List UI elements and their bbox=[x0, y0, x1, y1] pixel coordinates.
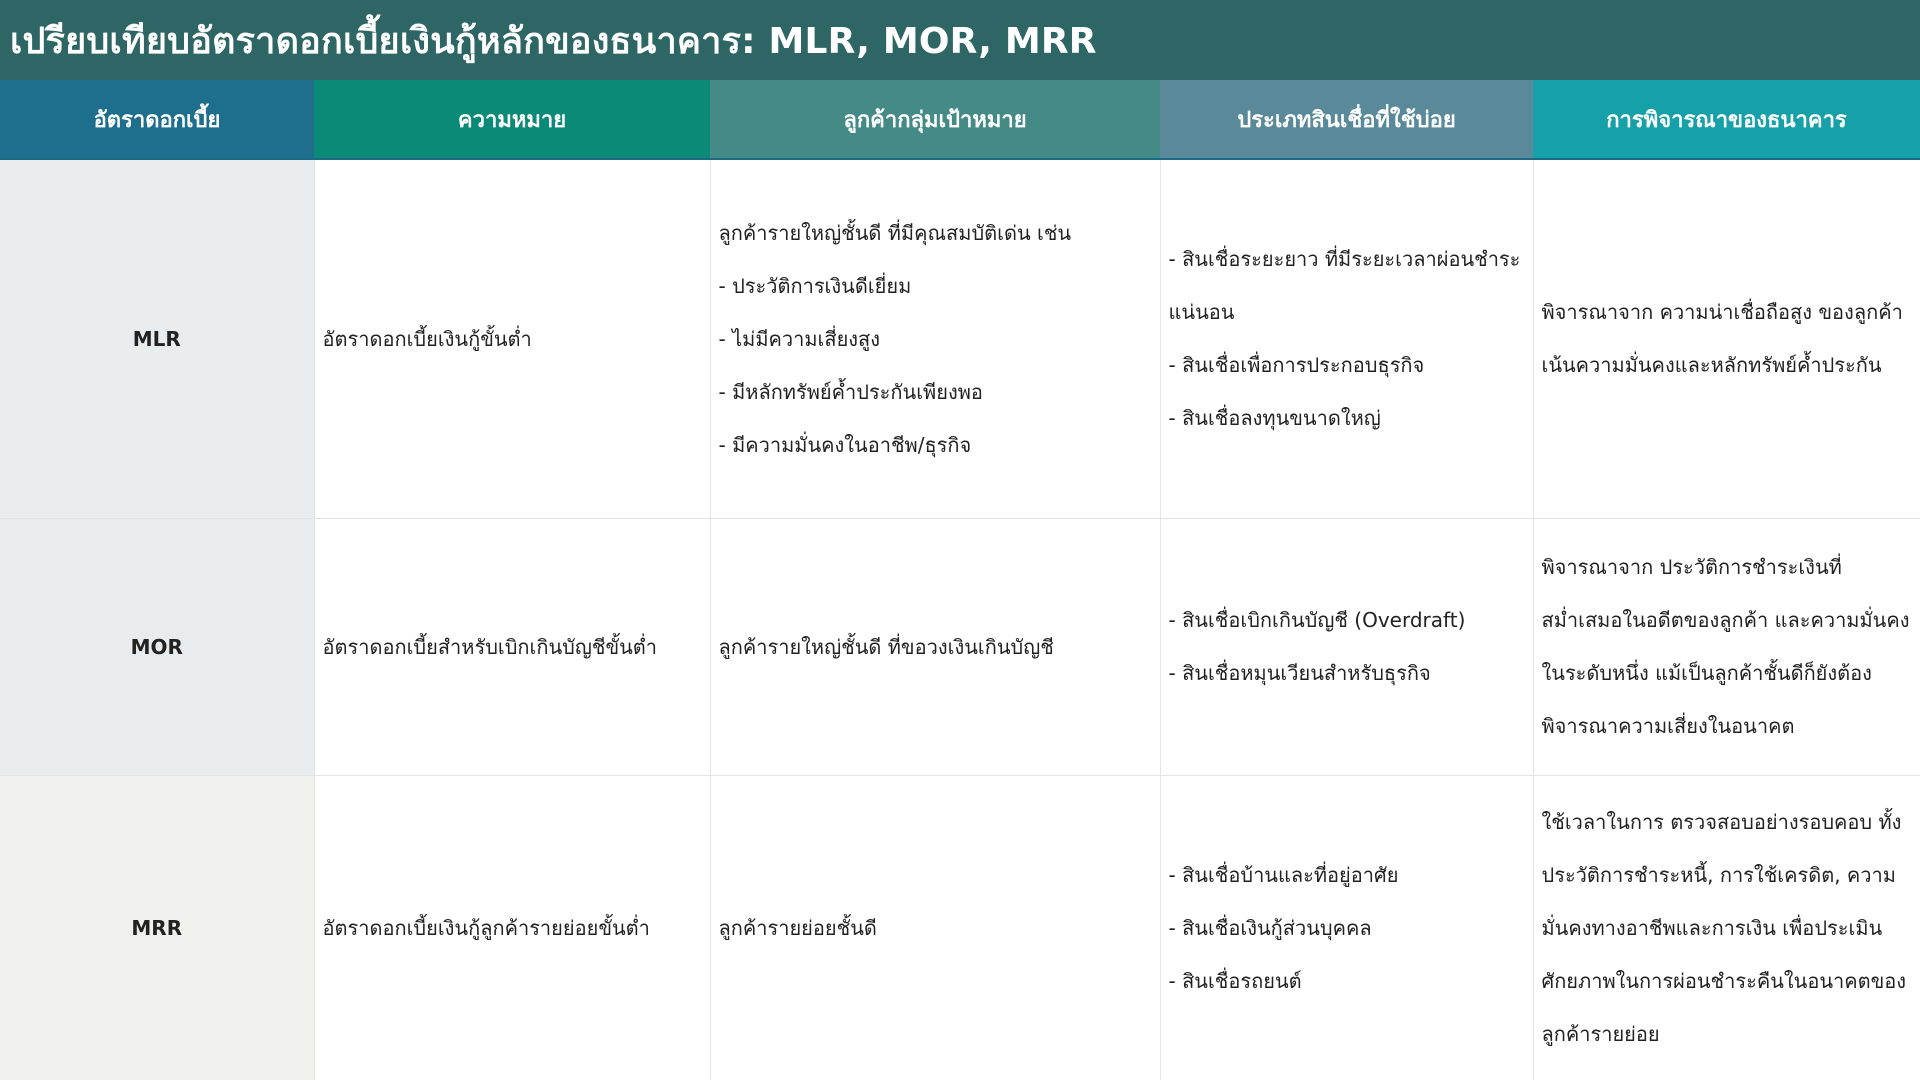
table-row-mrr bbox=[0, 776, 1920, 1080]
target-line: - มีความมั่นคงในอาชีพ/ธุรกิจ bbox=[718, 432, 972, 457]
page-title: เปรียบเทียบอัตราดอกเบี้ยเงินกู้หลักของธนาคาร: MLR, MOR, MRR bbox=[0, 0, 1920, 80]
table-row-mor bbox=[0, 519, 1920, 776]
loan-line: - สินเชื่อลงทุนขนาดใหญ่ bbox=[1168, 406, 1381, 430]
target-line: - ไม่มีความเสี่ยงสูง bbox=[718, 326, 881, 351]
loan-line: - สินเชื่อบ้านและที่อยู่อาศัย bbox=[1168, 863, 1399, 887]
header-target: ลูกค้ากลุ่มเป้าหมาย bbox=[710, 80, 1160, 159]
header-meaning: ความหมาย bbox=[314, 80, 710, 159]
consideration-text: พิจารณาจาก ประวัติการชำระเงินที่สม่ำเสมอในอดีตของลูกค้า และความมั่นคงในระดับหนึ่ง แม้เป็นลูกค้าชั้นดีก็ยังต้องพิจารณาความเสี่ยงในอนาคต bbox=[1541, 555, 1910, 738]
loan-line: - สินเชื่อระยะยาว ที่มีระยะเวลาผ่อนชำระแน่นอน bbox=[1168, 247, 1521, 324]
table-row-mlr bbox=[0, 159, 1920, 519]
loan-line: - สินเชื่อเบิกเกินบัญชี (Overdraft) bbox=[1168, 608, 1466, 632]
loan-line: - สินเชื่อรถยนต์ bbox=[1168, 969, 1302, 993]
loans-cell bbox=[1160, 159, 1533, 519]
consideration-cell bbox=[1533, 159, 1920, 519]
header-row bbox=[0, 80, 1920, 159]
target-line: - มีหลักทรัพย์ค้ำประกันเพียงพอ bbox=[718, 379, 983, 404]
loan-line: - สินเชื่อหมุนเวียนสำหรับธุรกิจ bbox=[1168, 661, 1431, 685]
meaning-cell: อัตราดอกเบี้ยสำหรับเบิกเกินบัญชีขั้นต่ำ bbox=[314, 519, 710, 776]
loan-line: - สินเชื่อเงินกู้ส่วนบุคคล bbox=[1168, 916, 1372, 940]
target-cell bbox=[710, 159, 1160, 519]
header-consideration: การพิจารณาของธนาคาร bbox=[1533, 80, 1920, 159]
rate-cell: MRR bbox=[0, 776, 314, 1080]
loan-line: - สินเชื่อเพื่อการประกอบธุรกิจ bbox=[1168, 353, 1425, 377]
loans-cell bbox=[1160, 776, 1533, 1080]
target-line: ลูกค้ารายใหญ่ชั้นดี ที่มีคุณสมบัติเด่น เช่น bbox=[718, 220, 1072, 245]
comparison-table bbox=[0, 80, 1920, 1080]
target-line: - ประวัติการเงินดีเยี่ยม bbox=[718, 273, 912, 298]
target-line: ลูกค้ารายย่อยชั้นดี bbox=[718, 916, 877, 940]
loans-cell bbox=[1160, 519, 1533, 776]
target-cell bbox=[710, 519, 1160, 776]
header-rate: อัตราดอกเบี้ย bbox=[0, 80, 314, 159]
consideration-text: พิจารณาจาก ความน่าเชื่อถือสูง ของลูกค้า เน้นความมั่นคงและหลักทรัพย์ค้ำประกัน bbox=[1541, 300, 1903, 377]
header-loans: ประเภทสินเชื่อที่ใช้บ่อย bbox=[1160, 80, 1533, 159]
rate-cell: MLR bbox=[0, 159, 314, 519]
consideration-cell bbox=[1533, 519, 1920, 776]
target-cell bbox=[710, 776, 1160, 1080]
consideration-cell bbox=[1533, 776, 1920, 1080]
meaning-cell: อัตราดอกเบี้ยเงินกู้ลูกค้ารายย่อยขั้นต่ำ bbox=[314, 776, 710, 1080]
target-line: ลูกค้ารายใหญ่ชั้นดี ที่ขอวงเงินเกินบัญชี bbox=[718, 634, 1054, 659]
meaning-cell: อัตราดอกเบี้ยเงินกู้ขั้นต่ำ bbox=[314, 159, 710, 519]
consideration-text: ใช้เวลาในการ ตรวจสอบอย่างรอบคอบ ทั้งประวัติการชำระหนี้, การใช้เครดิต, ความมั่นคงทางอาชีพและการเงิน เพื่อประเมินศักยภาพในการผ่อนชำระคืนในอนาคตของลูกค้ารายย่อย bbox=[1541, 810, 1907, 1046]
rate-cell: MOR bbox=[0, 519, 314, 776]
